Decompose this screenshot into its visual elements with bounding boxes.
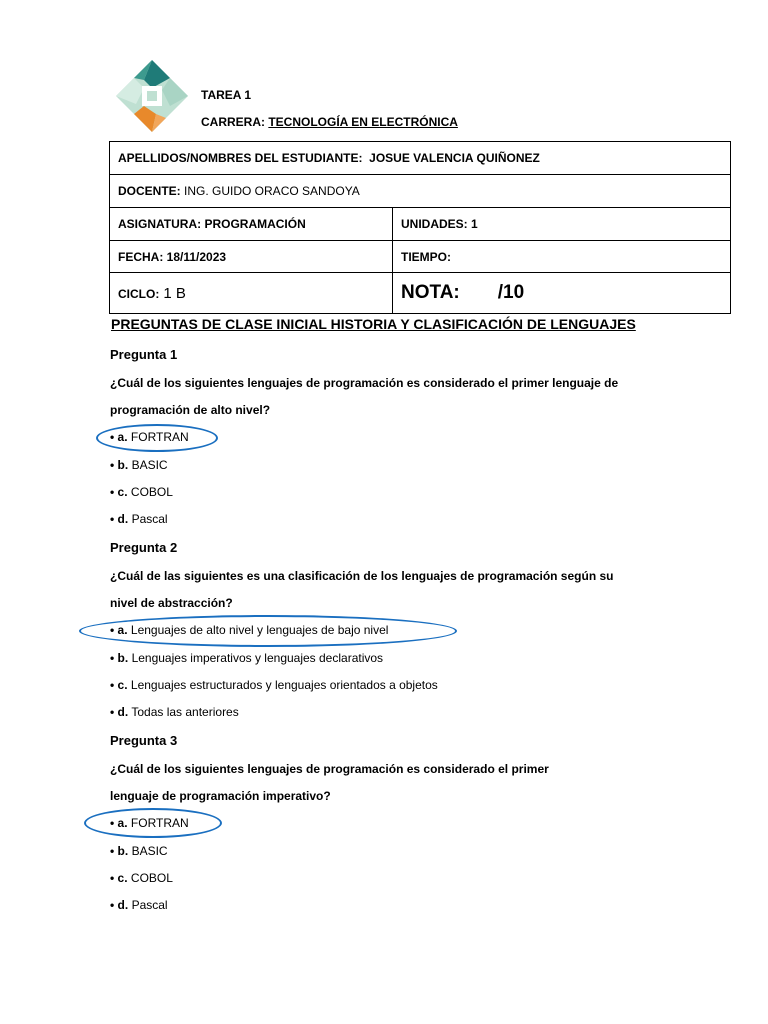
institution-logo bbox=[114, 58, 190, 134]
section-title: PREGUNTAS DE CLASE INICIAL HISTORIA Y CLASIFICACIÓN DE LENGUAJES bbox=[111, 316, 636, 332]
question-1-option-d: • d. Pascal bbox=[110, 512, 168, 526]
question-3-option-a: • a. FORTRAN bbox=[110, 816, 189, 830]
student-info-table bbox=[109, 141, 731, 314]
task-title: TAREA 1 bbox=[201, 88, 252, 102]
question-3-text-line2: lenguaje de programación imperativo? bbox=[110, 789, 331, 803]
career-label: CARRERA: bbox=[201, 115, 269, 129]
career-value: TECNOLOGÍA EN ELECTRÓNICA bbox=[268, 115, 458, 129]
question-1-option-b: • b. BASIC bbox=[110, 458, 168, 472]
question-1-title: Pregunta 1 bbox=[110, 347, 178, 362]
question-3-title: Pregunta 3 bbox=[110, 733, 178, 748]
question-2-option-b: • b. Lenguajes imperativos y lenguajes declarativos bbox=[110, 651, 384, 665]
question-1-option-a: • a. FORTRAN bbox=[110, 430, 189, 444]
answer-circle-q1 bbox=[96, 424, 218, 452]
question-3-option-b: • b. BASIC bbox=[110, 844, 168, 858]
question-3-option-c: • c. COBOL bbox=[110, 871, 173, 885]
question-2-text-line2: nivel de abstracción? bbox=[110, 596, 233, 610]
grade-cell: NOTA: /10 bbox=[393, 273, 731, 314]
question-3-option-d: • d. Pascal bbox=[110, 898, 168, 912]
question-1-text-line2: programación de alto nivel? bbox=[110, 403, 271, 417]
question-3-text-line1: ¿Cuál de los siguientes lenguajes de programación es considerado el primer bbox=[110, 762, 549, 776]
student-cell: APELLIDOS/NOMBRES DEL ESTUDIANTE: JOSUE VALENCIA QUIÑONEZ bbox=[110, 142, 731, 175]
career-line bbox=[201, 115, 458, 129]
time-cell: TIEMPO: bbox=[393, 241, 731, 273]
answer-circle-q3 bbox=[84, 808, 222, 838]
question-2-option-c: • c. Lenguajes estructurados y lenguajes orientados a objetos bbox=[110, 678, 438, 692]
answer-circle-q2 bbox=[79, 615, 457, 647]
cycle-cell: CICLO: 1 B bbox=[110, 273, 393, 314]
question-2-text-line1: ¿Cuál de las siguientes es una clasificación de los lenguajes de programación según su bbox=[110, 569, 614, 583]
question-1-option-c: • c. COBOL bbox=[110, 485, 173, 499]
question-2-option-a: • a. Lenguajes de alto nivel y lenguajes de bajo nivel bbox=[110, 623, 389, 637]
question-1-text-line1: ¿Cuál de los siguientes lenguajes de programación es considerado el primer lenguaje de bbox=[110, 376, 619, 390]
subject-cell: ASIGNATURA: PROGRAMACIÓN bbox=[110, 208, 393, 241]
units-cell: UNIDADES: 1 bbox=[393, 208, 731, 241]
teacher-cell: DOCENTE: ING. GUIDO ORACO SANDOYA bbox=[110, 175, 731, 208]
question-2-option-d: • d. Todas las anteriores bbox=[110, 705, 239, 719]
date-cell: FECHA: 18/11/2023 bbox=[110, 241, 393, 273]
question-2-title: Pregunta 2 bbox=[110, 540, 178, 555]
